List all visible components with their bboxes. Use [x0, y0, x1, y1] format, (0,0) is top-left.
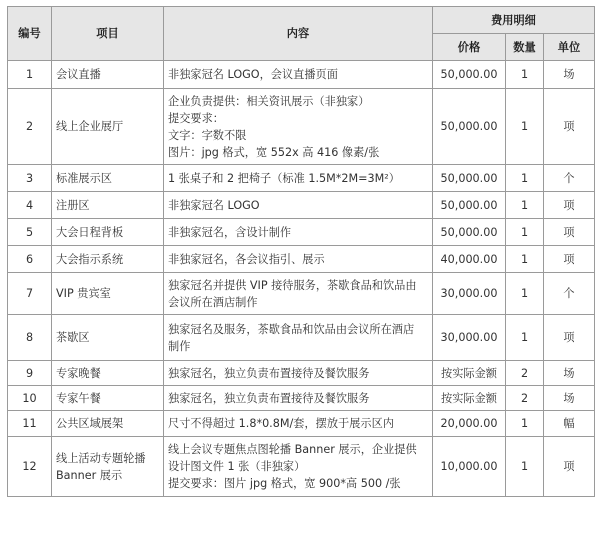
cell-price: 50,000.00: [433, 61, 506, 89]
header-price: 价格: [433, 34, 506, 61]
item-line: 专家午餐: [56, 391, 101, 405]
cell-price: 10,000.00: [433, 437, 506, 497]
cell-content: [164, 219, 433, 246]
cell-no: 11: [8, 411, 52, 437]
table-row: [8, 89, 595, 165]
cell-unit: 场: [544, 61, 595, 89]
item-line: 线上企业展厅: [56, 120, 124, 133]
table-row: [8, 361, 595, 386]
fee-table: [7, 6, 595, 497]
cell-item: [52, 165, 164, 192]
item-line: 注册区: [56, 198, 90, 212]
cell-no: 9: [8, 361, 52, 386]
content-line: 尺寸不得超过 1.8*0.8M/套，摆放于展示区内: [168, 417, 394, 430]
cell-content: [164, 89, 433, 165]
cell-unit: 项: [544, 437, 595, 497]
item-line: 标准展示区: [56, 171, 112, 185]
cell-unit: 个: [544, 273, 595, 315]
header-qty: 数量: [506, 34, 544, 61]
cell-item: [52, 61, 164, 89]
cell-content: [164, 61, 433, 89]
cell-no: 7: [8, 273, 52, 315]
cell-price: 30,000.00: [433, 273, 506, 315]
header-fee-detail: 费用明细: [433, 7, 595, 34]
content-line: 独家冠名，独立负责布置接待及餐饮服务: [168, 391, 370, 405]
cell-no: 10: [8, 386, 52, 411]
content-line: 非独家冠名 LOGO: [168, 198, 260, 212]
cell-price: 40,000.00: [433, 246, 506, 273]
cell-qty: 1: [506, 315, 544, 361]
cell-unit: 项: [544, 192, 595, 219]
content-line: 独家冠名，独立负责布置接待及餐饮服务: [168, 366, 370, 380]
cell-no: 5: [8, 219, 52, 246]
cell-item: [52, 315, 164, 361]
table-row: [8, 61, 595, 89]
table-row: [8, 273, 595, 315]
cell-price: 50,000.00: [433, 89, 506, 165]
cell-price: 50,000.00: [433, 219, 506, 246]
item-line: 公共区域展架: [56, 417, 124, 430]
cell-qty: 2: [506, 361, 544, 386]
content-line: 企业负责提供：相关资讯展示（非独家）: [168, 94, 370, 108]
table-row: [8, 219, 595, 246]
content-line: 独家冠名并提供 VIP 接待服务，茶歇食品和饮品由: [168, 278, 417, 292]
cell-content: [164, 361, 433, 386]
table-row: [8, 315, 595, 361]
item-line: 茶歇区: [56, 331, 90, 344]
cell-content: [164, 315, 433, 361]
cell-qty: 1: [506, 273, 544, 315]
cell-price: 按实际金额: [433, 361, 506, 386]
cell-price: 20,000.00: [433, 411, 506, 437]
content-line: 独家冠名及服务，茶歇食品和饮品由会议所在酒店: [168, 322, 415, 336]
item-line: 大会指示系统: [56, 252, 124, 266]
cell-unit: 个: [544, 165, 595, 192]
cell-price: 按实际金额: [433, 386, 506, 411]
table-row: [8, 192, 595, 219]
content-line: 1 张桌子和 2 把椅子（标准 1.5M*2M=3M²）: [168, 171, 400, 185]
cell-content: [164, 192, 433, 219]
cell-content: [164, 411, 433, 437]
cell-item: [52, 386, 164, 411]
cell-qty: 1: [506, 437, 544, 497]
cell-item: [52, 89, 164, 165]
cell-no: 8: [8, 315, 52, 361]
cell-qty: 1: [506, 61, 544, 89]
cell-unit: 项: [544, 315, 595, 361]
content-line: 非独家冠名，各会议指引、展示: [168, 252, 325, 266]
cell-price: 50,000.00: [433, 192, 506, 219]
cell-qty: 2: [506, 386, 544, 411]
content-line: 提交要求：图片 jpg 格式，宽 900*高 500 /张: [168, 477, 401, 490]
cell-content: [164, 165, 433, 192]
cell-qty: 1: [506, 192, 544, 219]
cell-item: [52, 219, 164, 246]
item-line: 大会日程背板: [56, 225, 124, 239]
cell-content: [164, 437, 433, 497]
table-row: [8, 386, 595, 411]
item-line: Banner 展示: [56, 468, 123, 482]
cell-unit: 项: [544, 219, 595, 246]
item-line: VIP 贵宾室: [56, 287, 111, 300]
content-line: 会议所在酒店制作: [168, 295, 258, 309]
cell-unit: 幅: [544, 411, 595, 437]
header-no: 编号: [8, 7, 52, 61]
cell-qty: 1: [506, 165, 544, 192]
header-unit: 单位: [544, 34, 595, 61]
content-line: 图片：jpg 格式，宽 552x 高 416 像素/张: [168, 145, 380, 159]
item-line: 会议直播: [56, 68, 101, 81]
header-content: 内容: [164, 7, 433, 61]
content-line: 线上会议专题焦点图轮播 Banner 展示，企业提供: [168, 443, 417, 456]
cell-content: [164, 246, 433, 273]
cell-no: 4: [8, 192, 52, 219]
cell-item: [52, 192, 164, 219]
cell-item: [52, 437, 164, 497]
cell-content: [164, 273, 433, 315]
item-line: 线上活动专题轮播: [56, 451, 146, 465]
cell-content: [164, 386, 433, 411]
cell-unit: 项: [544, 89, 595, 165]
content-line: 提交要求：: [168, 111, 224, 125]
content-line: 非独家冠名 LOGO，会议直播页面: [168, 68, 338, 81]
cell-qty: 1: [506, 219, 544, 246]
cell-no: 2: [8, 89, 52, 165]
cell-item: [52, 361, 164, 386]
table-row: [8, 437, 595, 497]
cell-no: 1: [8, 61, 52, 89]
cell-item: [52, 411, 164, 437]
table-row: [8, 411, 595, 437]
cell-item: [52, 246, 164, 273]
table-row: [8, 246, 595, 273]
cell-qty: 1: [506, 89, 544, 165]
cell-no: 6: [8, 246, 52, 273]
cell-qty: 1: [506, 411, 544, 437]
cell-unit: 项: [544, 246, 595, 273]
content-line: 文字：字数不限: [168, 128, 247, 142]
cell-no: 3: [8, 165, 52, 192]
table-row: [8, 165, 595, 192]
cell-item: [52, 273, 164, 315]
content-line: 制作: [168, 339, 191, 353]
content-line: 非独家冠名，含设计制作: [168, 225, 292, 239]
cell-price: 30,000.00: [433, 315, 506, 361]
item-line: 专家晚餐: [56, 366, 101, 380]
cell-price: 50,000.00: [433, 165, 506, 192]
cell-unit: 场: [544, 361, 595, 386]
header-item: 项目: [52, 7, 164, 61]
cell-no: 12: [8, 437, 52, 497]
cell-qty: 1: [506, 246, 544, 273]
cell-unit: 场: [544, 386, 595, 411]
content-line: 设计图文件 1 张（非独家）: [168, 460, 306, 473]
